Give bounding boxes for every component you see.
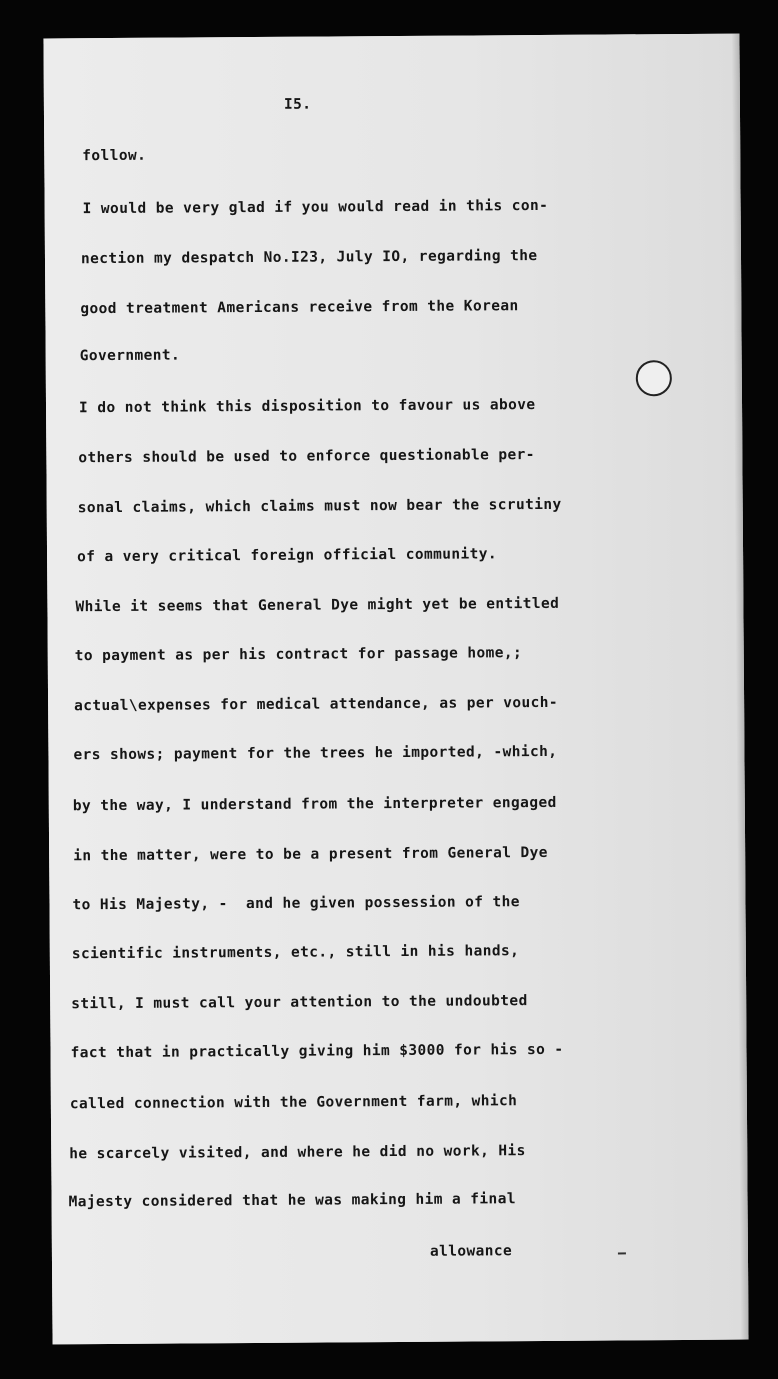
text-line-18: still, I must call your attention to the undoubted: [71, 993, 528, 1013]
text-line-21: he scarcely visited, and where he did no work, His: [69, 1143, 526, 1163]
text-line-13: ers shows; payment for the trees he imported, -which,: [73, 743, 558, 764]
text-line-11: to payment as per his contract for passage home,;: [74, 645, 523, 665]
text-line-14: by the way, I understand from the interpreter engaged: [72, 794, 557, 815]
text-line-2: I would be very glad if you would read in this con-: [82, 197, 549, 218]
text-line-12: actual\expenses for medical attendance, as per vouch-: [74, 694, 559, 715]
text-line-9: of a very critical foreign official community.: [77, 546, 498, 566]
catchword: allowance: [429, 1243, 513, 1260]
text-line-6: I do not think this disposition to favour us above: [78, 397, 536, 417]
text-line-22: Majesty considered that he was making him a final: [68, 1191, 516, 1211]
text-line-3: nection my despatch No.I23, July IO, regarding the: [80, 248, 538, 268]
text-line-5: Government.: [79, 347, 181, 365]
text-line-19: fact that in practically giving him $3000 for his so -: [70, 1041, 564, 1062]
text-line-20: called connection with the Government farm, which: [69, 1093, 518, 1113]
stray-mark: [618, 1252, 626, 1254]
text-line-17: scientific instruments, etc., still in his hands,: [71, 943, 520, 963]
text-line-7: others should be used to enforce questionable per-: [78, 447, 535, 467]
text-line-10: While it seems that General Dye might yet be entitled: [75, 595, 560, 616]
document-page: [43, 34, 748, 1345]
text-line-15: in the matter, were to be a present from General Dye: [73, 844, 548, 865]
text-line-16: to His Majesty, - and he given possession of the: [72, 894, 520, 914]
text-line-4: good treatment Americans receive from the Korean: [80, 298, 519, 318]
text-line-1: follow.: [82, 147, 147, 165]
text-line-8: sonal claims, which claims must now bear the scrutiny: [77, 496, 562, 517]
page-edge-shadow: [731, 34, 748, 1340]
punch-hole: [636, 360, 672, 396]
page-number: I5.: [283, 96, 312, 113]
